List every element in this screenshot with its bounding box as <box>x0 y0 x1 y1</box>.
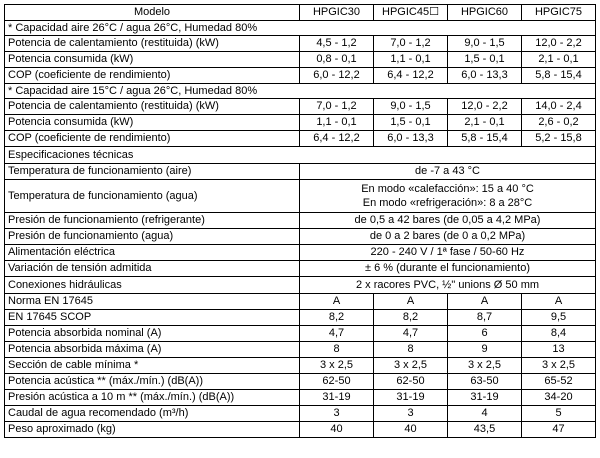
table-row <box>5 358 596 374</box>
cell-value: 34-20 <box>522 390 596 406</box>
cell-value: 9,5 <box>522 310 596 326</box>
cell-value: 5 <box>522 406 596 422</box>
row-label: Potencia consumida (kW) <box>5 52 300 68</box>
cell-value: 3 x 2,5 <box>300 358 374 374</box>
spec-value <box>300 180 596 213</box>
cell-value: 4,7 <box>300 326 374 342</box>
cell-value: 3 x 2,5 <box>448 358 522 374</box>
cell-value: 31-19 <box>448 390 522 406</box>
cell-value: 63-50 <box>448 374 522 390</box>
row-label: Presión acústica a 10 m ** (máx./mín.) (dB(A)) <box>5 390 300 406</box>
cell-value: 13 <box>522 342 596 358</box>
row-label: Variación de tensión admitida <box>5 261 300 277</box>
cell-value: 1,1 - 0,1 <box>374 52 448 68</box>
table-row <box>5 422 596 438</box>
cell-value: 9,0 - 1,5 <box>448 36 522 52</box>
header-row <box>5 5 596 21</box>
spec-table-body <box>5 5 596 438</box>
table-row <box>5 131 596 147</box>
row-label: Alimentación eléctrica <box>5 245 300 261</box>
cell-value: A <box>522 294 596 310</box>
cell-value: 47 <box>522 422 596 438</box>
cell-value: 5,8 - 15,4 <box>522 68 596 84</box>
row-label: Potencia absorbida nominal (A) <box>5 326 300 342</box>
section1-title: * Capacidad aire 26°C / agua 26°C, Humedad 80% <box>5 21 596 36</box>
cell-value: A <box>374 294 448 310</box>
row-label: Temperatura de funcionamiento (aire) <box>5 164 300 180</box>
cell-value: 8,2 <box>300 310 374 326</box>
table-row <box>5 310 596 326</box>
spec-value: 2 x racores PVC, ½" unions Ø 50 mm <box>300 277 596 294</box>
cell-value: 6,4 - 12,2 <box>300 131 374 147</box>
section2-title-row <box>5 84 596 99</box>
cell-value: 12,0 - 2,2 <box>522 36 596 52</box>
table-row <box>5 342 596 358</box>
cell-value: 4 <box>448 406 522 422</box>
row-label: Presión de funcionamiento (refrigerante) <box>5 213 300 229</box>
cell-value: 4,5 - 1,2 <box>300 36 374 52</box>
cell-value: 6,0 - 13,3 <box>374 131 448 147</box>
cell-value: 1,5 - 0,1 <box>448 52 522 68</box>
row-label: Norma EN 17645 <box>5 294 300 310</box>
row-label: COP (coeficiente de rendimiento) <box>5 131 300 147</box>
cell-value: 1,5 - 0,1 <box>374 115 448 131</box>
table-row <box>5 374 596 390</box>
cell-value: 40 <box>300 422 374 438</box>
model-hpgic45: HPGIC45☐ <box>374 5 448 21</box>
model-hpgic60: HPGIC60 <box>448 5 522 21</box>
cell-value: 5,8 - 15,4 <box>448 131 522 147</box>
cell-value: 2,1 - 0,1 <box>448 115 522 131</box>
cell-value: 62-50 <box>300 374 374 390</box>
row-label: Temperatura de funcionamiento (agua) <box>5 180 300 213</box>
cell-value: 9,0 - 1,5 <box>374 99 448 115</box>
row-label: Peso aproximado (kg) <box>5 422 300 438</box>
row-label: Potencia consumida (kW) <box>5 115 300 131</box>
cell-value: 43,5 <box>448 422 522 438</box>
cell-value: 8,7 <box>448 310 522 326</box>
model-hpgic30: HPGIC30 <box>300 5 374 21</box>
spec-row-pressure-water <box>5 229 596 245</box>
cell-value: 31-19 <box>374 390 448 406</box>
cell-value: 0,8 - 0,1 <box>300 52 374 68</box>
table-row <box>5 52 596 68</box>
table-row <box>5 406 596 422</box>
spec-value: de -7 a 43 °C <box>300 164 596 180</box>
cell-value: 9 <box>448 342 522 358</box>
row-label: Presión de funcionamiento (agua) <box>5 229 300 245</box>
cell-value: 62-50 <box>374 374 448 390</box>
temp-water-heating: En modo «calefacción»: 15 a 40 °C <box>361 183 534 195</box>
row-label: EN 17645 SCOP <box>5 310 300 326</box>
section2-title: * Capacidad aire 15°C / agua 26°C, Humedad 80% <box>5 84 596 99</box>
specs-title-row <box>5 147 596 164</box>
spec-row-pressure-ref <box>5 213 596 229</box>
cell-value: 6 <box>448 326 522 342</box>
table-row <box>5 68 596 84</box>
cell-value: A <box>300 294 374 310</box>
cell-value: 7,0 - 1,2 <box>374 36 448 52</box>
cell-value: 3 <box>300 406 374 422</box>
row-label: Potencia de calentamiento (restituida) (kW) <box>5 36 300 52</box>
table-row <box>5 99 596 115</box>
cell-value: 6,4 - 12,2 <box>374 68 448 84</box>
row-label: Caudal de agua recomendado (m³/h) <box>5 406 300 422</box>
cell-value: 31-19 <box>300 390 374 406</box>
table-row <box>5 294 596 310</box>
table-row <box>5 36 596 52</box>
cell-value: 1,1 - 0,1 <box>300 115 374 131</box>
cell-value: 8 <box>374 342 448 358</box>
temp-water-cooling: En modo «refrigeración»: 8 a 28°C <box>362 197 533 209</box>
row-label: Potencia de calentamiento (restituida) (kW) <box>5 99 300 115</box>
cell-value: 3 <box>374 406 448 422</box>
cell-value: 3 x 2,5 <box>374 358 448 374</box>
spec-value: de 0 a 2 bares (de 0 a 0,2 MPa) <box>300 229 596 245</box>
cell-value: 6,0 - 12,2 <box>300 68 374 84</box>
spec-value: de 0,5 a 42 bares (de 0,05 a 4,2 MPa) <box>300 213 596 229</box>
cell-value: A <box>448 294 522 310</box>
cell-value: 12,0 - 2,2 <box>448 99 522 115</box>
cell-value: 2,1 - 0,1 <box>522 52 596 68</box>
row-label: Potencia absorbida máxima (A) <box>5 342 300 358</box>
model-hpgic75: HPGIC75 <box>522 5 596 21</box>
table-row <box>5 115 596 131</box>
section1-title-row <box>5 21 596 36</box>
spec-row-voltage-variation <box>5 261 596 277</box>
cell-value: 65-52 <box>522 374 596 390</box>
cell-value: 8,4 <box>522 326 596 342</box>
cell-value: 40 <box>374 422 448 438</box>
cell-value: 4,7 <box>374 326 448 342</box>
row-label: Conexiones hidráulicas <box>5 277 300 294</box>
table-row <box>5 390 596 406</box>
cell-value: 3 x 2,5 <box>522 358 596 374</box>
row-label: COP (coeficiente de rendimiento) <box>5 68 300 84</box>
spec-row-connections <box>5 277 596 294</box>
row-label: Sección de cable mínima * <box>5 358 300 374</box>
cell-value: 2,6 - 0,2 <box>522 115 596 131</box>
spec-table <box>4 4 596 438</box>
spec-value: ± 6 % (durante el funcionamiento) <box>300 261 596 277</box>
cell-value: 6,0 - 13,3 <box>448 68 522 84</box>
cell-value: 7,0 - 1,2 <box>300 99 374 115</box>
spec-row-temp-water <box>5 180 596 213</box>
row-label: Potencia acústica ** (máx./mín.) (dB(A)) <box>5 374 300 390</box>
cell-value: 8 <box>300 342 374 358</box>
cell-value: 8,2 <box>374 310 448 326</box>
table-row <box>5 326 596 342</box>
specs-title: Especificaciones técnicas <box>5 147 596 164</box>
spec-value: 220 - 240 V / 1ª fase / 50-60 Hz <box>300 245 596 261</box>
spec-row-temp-air <box>5 164 596 180</box>
header-label: Modelo <box>5 5 300 21</box>
spec-row-power-supply <box>5 245 596 261</box>
cell-value: 5,2 - 15,8 <box>522 131 596 147</box>
cell-value: 14,0 - 2,4 <box>522 99 596 115</box>
